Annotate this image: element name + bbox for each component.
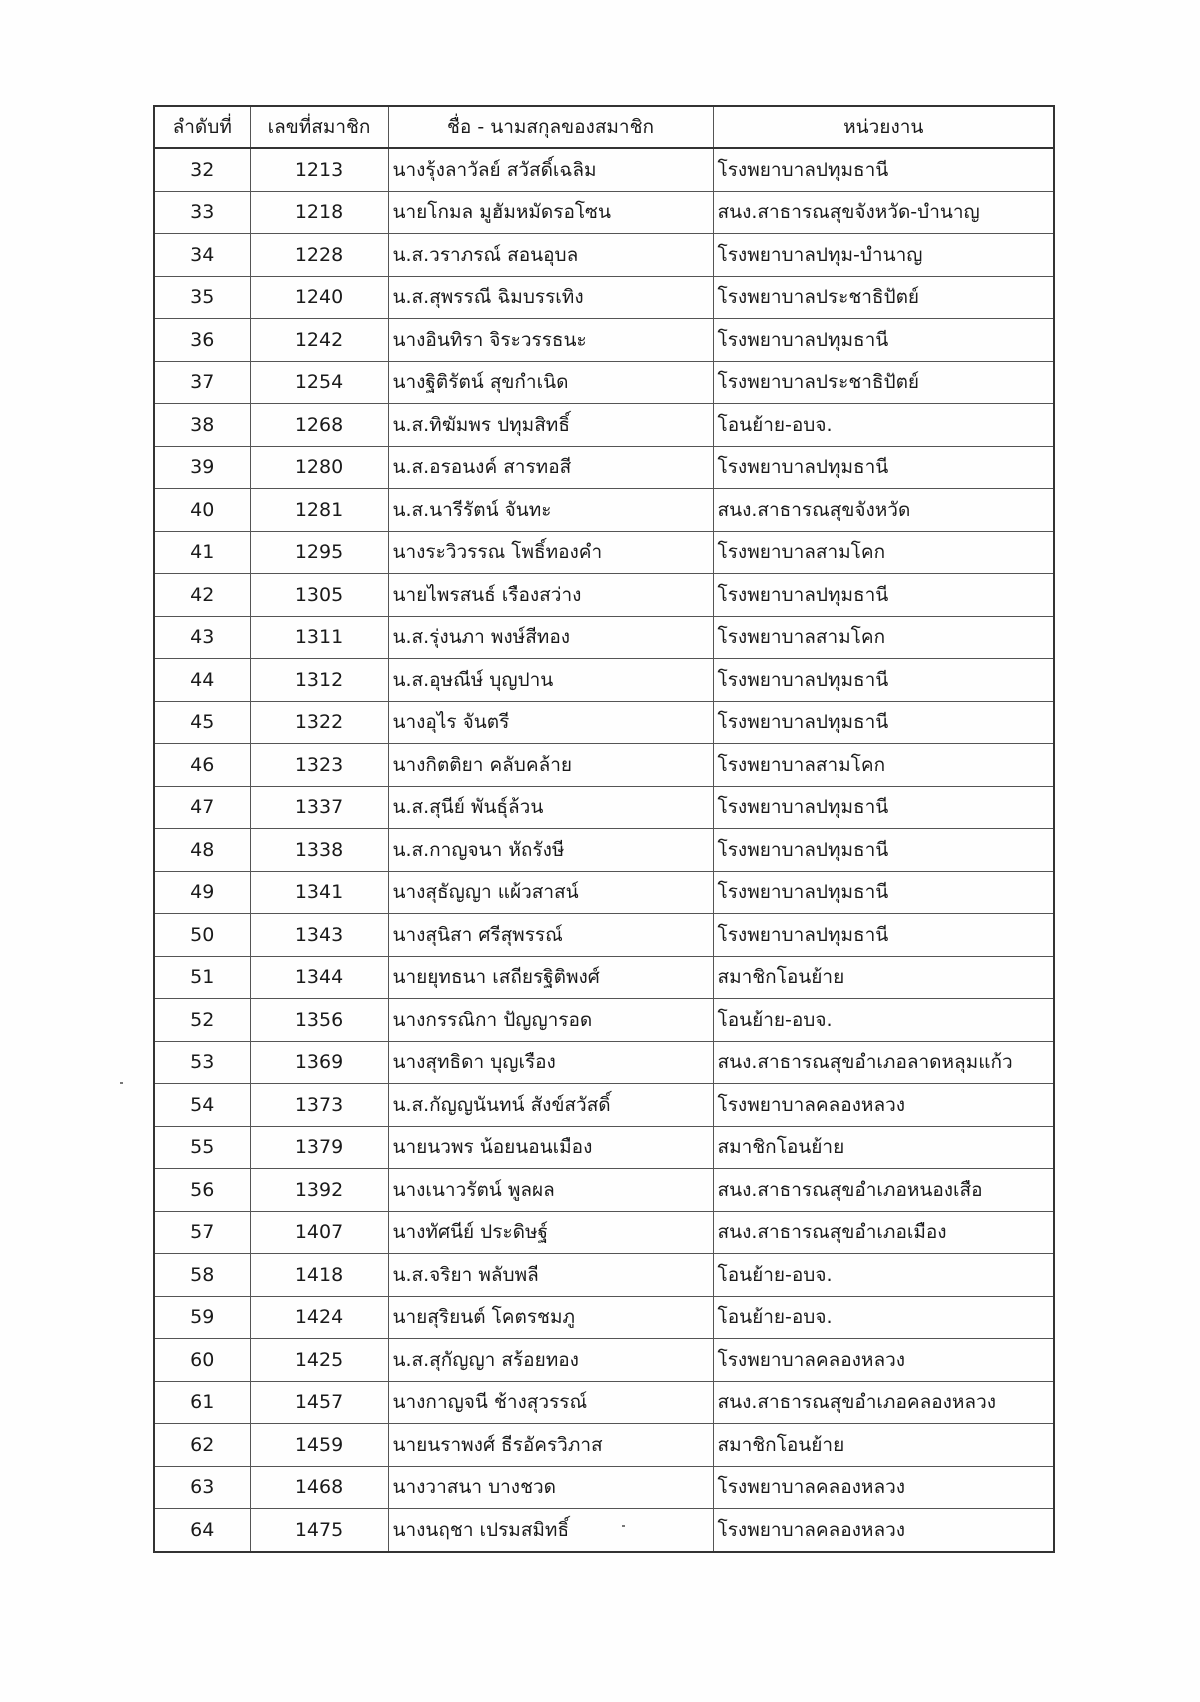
table-row (154, 319, 1054, 362)
cell-unit: สนง.สาธารณสุขจังหวัด (713, 489, 1054, 532)
cell-name: นางนฤชา เปรมสมิทธิ์ (388, 1509, 713, 1552)
cell-member-no: 1457 (250, 1381, 388, 1424)
cell-order: 44 (154, 659, 250, 702)
cell-order: 63 (154, 1466, 250, 1509)
cell-member-no: 1341 (250, 871, 388, 914)
cell-name: นายยุทธนา เสถียรฐิติพงศ์ (388, 956, 713, 999)
table-row (154, 489, 1054, 532)
cell-unit: โรงพยาบาลประชาธิปัตย์ (713, 276, 1054, 319)
cell-order: 36 (154, 319, 250, 362)
cell-member-no: 1337 (250, 786, 388, 829)
cell-name: นางกรรณิกา ปัญญารอด (388, 999, 713, 1042)
cell-unit: โอนย้าย-อบจ. (713, 404, 1054, 447)
cell-name: นางเนาวรัตน์ พูลผล (388, 1169, 713, 1212)
table-row (154, 786, 1054, 829)
header-order: ลำดับที่ (154, 106, 250, 148)
cell-order: 49 (154, 871, 250, 914)
table-row (154, 914, 1054, 957)
table-row (154, 1169, 1054, 1212)
cell-name: นางอินทิรา จิระวรรธนะ (388, 319, 713, 362)
cell-name: น.ส.กัญญนันทน์ สังข์สวัสดิ์ (388, 1084, 713, 1127)
header-unit: หน่วยงาน (713, 106, 1054, 148)
cell-name: นางฐิติรัตน์ สุขกำเนิด (388, 361, 713, 404)
cell-member-no: 1475 (250, 1509, 388, 1552)
cell-name: นายโกมล มูฮัมหมัดรอโซน (388, 191, 713, 234)
cell-member-no: 1379 (250, 1126, 388, 1169)
cell-member-no: 1295 (250, 531, 388, 574)
cell-name: นางรุ้งลาวัลย์ สวัสดิ์เฉลิม (388, 148, 713, 191)
cell-name: นายสุริยนต์ โคตรชมภู (388, 1296, 713, 1339)
cell-name: น.ส.วราภรณ์ สอนอุบล (388, 234, 713, 277)
cell-unit: โรงพยาบาลปทุมธานี (713, 148, 1054, 191)
table-row (154, 956, 1054, 999)
cell-member-no: 1240 (250, 276, 388, 319)
cell-member-no: 1213 (250, 148, 388, 191)
cell-order: 32 (154, 148, 250, 191)
cell-unit: โรงพยาบาลคลองหลวง (713, 1466, 1054, 1509)
cell-name: น.ส.นารีรัตน์ จันทะ (388, 489, 713, 532)
cell-member-no: 1407 (250, 1211, 388, 1254)
cell-member-no: 1281 (250, 489, 388, 532)
cell-order: 51 (154, 956, 250, 999)
table-row (154, 1381, 1054, 1424)
cell-unit: โรงพยาบาลปทุมธานี (713, 319, 1054, 362)
cell-member-no: 1322 (250, 701, 388, 744)
cell-order: 45 (154, 701, 250, 744)
cell-unit: โอนย้าย-อบจ. (713, 1254, 1054, 1297)
cell-unit: สนง.สาธารณสุขอำเภอเมือง (713, 1211, 1054, 1254)
table-row (154, 701, 1054, 744)
cell-member-no: 1392 (250, 1169, 388, 1212)
cell-name: นางกาญจนี ช้างสุวรรณ์ (388, 1381, 713, 1424)
cell-name: นางทัศนีย์ ประดิษฐ์ (388, 1211, 713, 1254)
cell-order: 60 (154, 1339, 250, 1382)
cell-name: น.ส.อรอนงค์ สารทอสี (388, 446, 713, 489)
table-row (154, 574, 1054, 617)
cell-member-no: 1343 (250, 914, 388, 957)
table-row (154, 1126, 1054, 1169)
cell-order: 62 (154, 1424, 250, 1467)
cell-member-no: 1338 (250, 829, 388, 872)
cell-unit: สนง.สาธารณสุขอำเภอหนองเสือ (713, 1169, 1054, 1212)
cell-order: 38 (154, 404, 250, 447)
table-row (154, 234, 1054, 277)
table-row (154, 999, 1054, 1042)
table-row (154, 1296, 1054, 1339)
cell-unit: สมาชิกโอนย้าย (713, 1424, 1054, 1467)
table-row (154, 446, 1054, 489)
cell-name: นางสุนิสา ศรีสุพรรณ์ (388, 914, 713, 957)
cell-name: น.ส.สุกัญญา สร้อยทอง (388, 1339, 713, 1382)
cell-unit: สนง.สาธารณสุขอำเภอลาดหลุมแก้ว (713, 1041, 1054, 1084)
cell-member-no: 1305 (250, 574, 388, 617)
cell-member-no: 1425 (250, 1339, 388, 1382)
scan-speck (622, 1525, 625, 1527)
cell-order: 41 (154, 531, 250, 574)
cell-name: นายนวพร น้อยนอนเมือง (388, 1126, 713, 1169)
cell-member-no: 1254 (250, 361, 388, 404)
table-row (154, 1254, 1054, 1297)
cell-order: 52 (154, 999, 250, 1042)
cell-order: 57 (154, 1211, 250, 1254)
table-header-row (154, 106, 1054, 148)
cell-member-no: 1242 (250, 319, 388, 362)
cell-order: 39 (154, 446, 250, 489)
cell-order: 42 (154, 574, 250, 617)
cell-unit: โรงพยาบาลประชาธิปัตย์ (713, 361, 1054, 404)
cell-order: 48 (154, 829, 250, 872)
table-row (154, 1041, 1054, 1084)
cell-name: น.ส.สุนีย์ พันธุ์ล้วน (388, 786, 713, 829)
cell-order: 37 (154, 361, 250, 404)
cell-unit: โรงพยาบาลปทุมธานี (713, 446, 1054, 489)
cell-name: นางกิตติยา คลับคล้าย (388, 744, 713, 787)
cell-unit: สมาชิกโอนย้าย (713, 1126, 1054, 1169)
cell-order: 53 (154, 1041, 250, 1084)
table-row (154, 1339, 1054, 1382)
cell-member-no: 1228 (250, 234, 388, 277)
cell-member-no: 1344 (250, 956, 388, 999)
cell-name: นางวาสนา บางชวด (388, 1466, 713, 1509)
cell-member-no: 1280 (250, 446, 388, 489)
cell-unit: สนง.สาธารณสุขอำเภอคลองหลวง (713, 1381, 1054, 1424)
table-row (154, 404, 1054, 447)
cell-unit: โรงพยาบาลปทุมธานี (713, 786, 1054, 829)
cell-member-no: 1424 (250, 1296, 388, 1339)
cell-order: 34 (154, 234, 250, 277)
table-row (154, 276, 1054, 319)
cell-name: นางสุธัญญา แผ้วสาสน์ (388, 871, 713, 914)
cell-name: นางสุทธิดา บุญเรือง (388, 1041, 713, 1084)
cell-member-no: 1418 (250, 1254, 388, 1297)
cell-order: 59 (154, 1296, 250, 1339)
cell-order: 64 (154, 1509, 250, 1552)
table-row (154, 1509, 1054, 1552)
table-row (154, 616, 1054, 659)
cell-member-no: 1268 (250, 404, 388, 447)
cell-member-no: 1468 (250, 1466, 388, 1509)
cell-name: นางระวิวรรณ โพธิ์ทองคำ (388, 531, 713, 574)
table-row (154, 1211, 1054, 1254)
cell-member-no: 1323 (250, 744, 388, 787)
cell-unit: โรงพยาบาลปทุมธานี (713, 701, 1054, 744)
cell-name: น.ส.รุ่งนภา พงษ์สีทอง (388, 616, 713, 659)
cell-unit: โรงพยาบาลปทุม-บำนาญ (713, 234, 1054, 277)
cell-order: 47 (154, 786, 250, 829)
cell-unit: โรงพยาบาลสามโคก (713, 744, 1054, 787)
header-name: ชื่อ - นามสกุลของสมาชิก (388, 106, 713, 148)
cell-order: 35 (154, 276, 250, 319)
table-row (154, 191, 1054, 234)
cell-unit: โรงพยาบาลสามโคก (713, 531, 1054, 574)
cell-member-no: 1356 (250, 999, 388, 1042)
cell-unit: โรงพยาบาลปทุมธานี (713, 914, 1054, 957)
cell-unit: โรงพยาบาลปทุมธานี (713, 871, 1054, 914)
table-row (154, 871, 1054, 914)
table-row (154, 829, 1054, 872)
cell-unit: โรงพยาบาลปทุมธานี (713, 574, 1054, 617)
table-row (154, 148, 1054, 191)
cell-name: นางอุไร จันตรี (388, 701, 713, 744)
cell-name: น.ส.อุษณีษ์ บุญปาน (388, 659, 713, 702)
cell-unit: โอนย้าย-อบจ. (713, 1296, 1054, 1339)
table-row (154, 1424, 1054, 1467)
cell-unit: โรงพยาบาลคลองหลวง (713, 1509, 1054, 1552)
cell-order: 58 (154, 1254, 250, 1297)
cell-member-no: 1218 (250, 191, 388, 234)
table-row (154, 361, 1054, 404)
table-row (154, 1084, 1054, 1127)
cell-name: น.ส.ทิฆัมพร ปทุมสิทธิ์ (388, 404, 713, 447)
cell-order: 43 (154, 616, 250, 659)
cell-unit: โรงพยาบาลคลองหลวง (713, 1084, 1054, 1127)
cell-unit: สนง.สาธารณสุขจังหวัด-บำนาญ (713, 191, 1054, 234)
table-row (154, 531, 1054, 574)
cell-member-no: 1369 (250, 1041, 388, 1084)
cell-name: นายนราพงศ์ ธีรอัครวิภาส (388, 1424, 713, 1467)
cell-name: นายไพรสนธ์ เรืองสว่าง (388, 574, 713, 617)
cell-unit: สมาชิกโอนย้าย (713, 956, 1054, 999)
cell-member-no: 1459 (250, 1424, 388, 1467)
table-row (154, 659, 1054, 702)
cell-order: 56 (154, 1169, 250, 1212)
cell-unit: โรงพยาบาลปทุมธานี (713, 659, 1054, 702)
cell-order: 61 (154, 1381, 250, 1424)
table-row (154, 744, 1054, 787)
table-body (154, 148, 1054, 1552)
cell-member-no: 1311 (250, 616, 388, 659)
member-table (153, 105, 1055, 1553)
cell-unit: โรงพยาบาลปทุมธานี (713, 829, 1054, 872)
cell-unit: โรงพยาบาลคลองหลวง (713, 1339, 1054, 1382)
cell-name: น.ส.กาญจนา หัถรังษี (388, 829, 713, 872)
cell-member-no: 1373 (250, 1084, 388, 1127)
scan-speck (120, 1082, 123, 1084)
cell-unit: โอนย้าย-อบจ. (713, 999, 1054, 1042)
cell-order: 40 (154, 489, 250, 532)
cell-name: น.ส.จริยา พลับพลี (388, 1254, 713, 1297)
cell-order: 46 (154, 744, 250, 787)
cell-name: น.ส.สุพรรณี ฉิมบรรเทิง (388, 276, 713, 319)
cell-unit: โรงพยาบาลสามโคก (713, 616, 1054, 659)
cell-order: 50 (154, 914, 250, 957)
cell-order: 54 (154, 1084, 250, 1127)
header-member-no: เลขที่สมาชิก (250, 106, 388, 148)
table-row (154, 1466, 1054, 1509)
cell-order: 55 (154, 1126, 250, 1169)
cell-member-no: 1312 (250, 659, 388, 702)
cell-order: 33 (154, 191, 250, 234)
